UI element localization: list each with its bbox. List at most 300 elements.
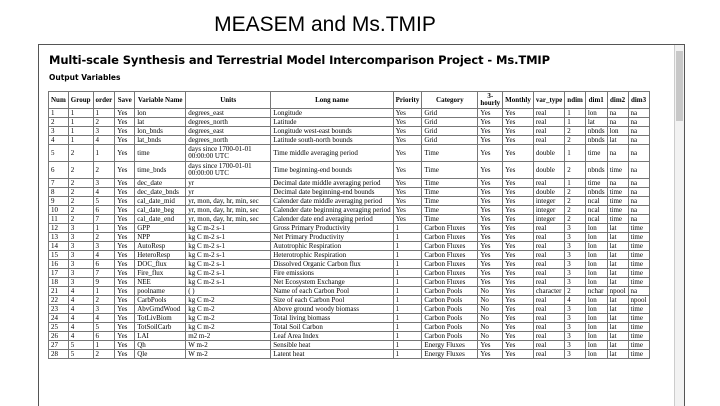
column-header: dim2 (607, 92, 628, 109)
table-cell: lon (135, 109, 186, 118)
table-cell: Yes (478, 179, 503, 188)
table-cell: 5 (93, 323, 115, 332)
table-cell: 2 (565, 206, 586, 215)
table-cell: kg C m-2 (186, 323, 271, 332)
table-cell: Yes (478, 350, 503, 359)
table-cell: kg C m-2 s-1 (186, 242, 271, 251)
table-cell: Yes (115, 251, 135, 260)
vertical-scrollbar[interactable] (674, 45, 684, 406)
table-cell: 2 (49, 118, 69, 127)
table-cell: Heterotrophic Respiration (271, 251, 393, 260)
table-cell: Grid (422, 109, 478, 118)
table-cell: 3 (93, 127, 115, 136)
table-cell: lon (585, 305, 607, 314)
table-cell: 1 (393, 305, 422, 314)
table-cell: 1 (393, 242, 422, 251)
table-cell: nbnds (585, 136, 607, 145)
table-cell: 1 (393, 296, 422, 305)
table-cell: 3 (68, 242, 93, 251)
table-cell: lat (135, 118, 186, 127)
table-cell: Yes (115, 242, 135, 251)
table-cell: real (533, 251, 564, 260)
table-row (49, 127, 650, 136)
table-cell: 1 (93, 287, 115, 296)
table-cell: lon (585, 350, 607, 359)
table-row (49, 188, 650, 197)
table-cell: Yes (503, 269, 534, 278)
table-cell: 10 (49, 206, 69, 215)
table-cell: Yes (115, 118, 135, 127)
table-cell: real (533, 305, 564, 314)
table-cell: Carbon Fluxes (422, 269, 478, 278)
table-row (49, 109, 650, 118)
table-cell: 1 (393, 224, 422, 233)
table-cell: lat (607, 136, 628, 145)
table-cell: 2 (565, 215, 586, 224)
table-cell: kg C m-2 s-1 (186, 260, 271, 269)
table-cell: nchar (585, 287, 607, 296)
table-cell: m2 m-2 (186, 332, 271, 341)
table-cell: Yes (503, 109, 534, 118)
column-header: order (93, 92, 115, 109)
table-cell: 1 (393, 233, 422, 242)
scrollbar-thumb[interactable] (676, 51, 683, 121)
table-cell: 3 (565, 305, 586, 314)
table-cell: 1 (93, 341, 115, 350)
table-cell: 5 (68, 341, 93, 350)
table-cell: integer (533, 215, 564, 224)
table-cell: nbnds (585, 127, 607, 136)
table-cell: 1 (393, 278, 422, 287)
table-cell: kg C m-2 s-1 (186, 224, 271, 233)
table-cell: Yes (478, 188, 503, 197)
table-cell: 3 (93, 242, 115, 251)
table-cell: 3 (565, 233, 586, 242)
table-cell: lat (607, 350, 628, 359)
table-cell: Net Primary Productivity (271, 233, 393, 242)
table-cell: yr, mon, day, hr, min, sec (186, 206, 271, 215)
table-cell: Yes (115, 188, 135, 197)
table-cell: lat (607, 323, 628, 332)
table-cell: na (628, 287, 649, 296)
table-cell: Yes (503, 233, 534, 242)
table-cell: na (628, 206, 649, 215)
table-cell: 5 (93, 197, 115, 206)
table-cell: Yes (115, 332, 135, 341)
table-cell: 3 (68, 269, 93, 278)
table-cell: lon (585, 332, 607, 341)
table-row (49, 118, 650, 127)
table-cell: Yes (503, 179, 534, 188)
table-cell: double (533, 188, 564, 197)
table-cell: Yes (115, 296, 135, 305)
table-cell: Time (422, 197, 478, 206)
table-cell: lat (607, 296, 628, 305)
table-cell: 13 (49, 233, 69, 242)
table-cell: time (628, 314, 649, 323)
table-cell: 2 (68, 179, 93, 188)
table-cell: 8 (49, 188, 69, 197)
table-row (49, 323, 650, 332)
table-cell: lat (607, 251, 628, 260)
table-cell: No (478, 296, 503, 305)
table-cell: na (607, 179, 628, 188)
table-cell: Qle (135, 350, 186, 359)
table-cell: Carbon Fluxes (422, 278, 478, 287)
table-cell: nbnds (585, 188, 607, 197)
table-cell: real (533, 127, 564, 136)
table-cell: Dissolved Organic Carbon flux (271, 260, 393, 269)
table-cell: 26 (49, 332, 69, 341)
table-cell: 1 (393, 323, 422, 332)
table-cell: Yes (478, 341, 503, 350)
table-cell: 2 (93, 233, 115, 242)
table-cell: kg C m-2 s-1 (186, 251, 271, 260)
table-row (49, 215, 650, 224)
table-cell: Gross Primary Productivity (271, 224, 393, 233)
table-cell: No (478, 323, 503, 332)
table-cell: 1 (393, 350, 422, 359)
table-row (49, 341, 650, 350)
table-cell: TotSoilCarb (135, 323, 186, 332)
table-cell: Yes (478, 206, 503, 215)
table-cell: Carbon Pools (422, 305, 478, 314)
table-cell: time (628, 242, 649, 251)
table-cell: Yes (115, 269, 135, 278)
table-cell: lon (585, 278, 607, 287)
table-cell: time (628, 233, 649, 242)
table-cell: cal_date_beg (135, 206, 186, 215)
table-cell: Yes (115, 206, 135, 215)
table-cell: 2 (565, 287, 586, 296)
document-heading: Multi-scale Synthesis and Terrestrial Model Intercomparison Project - Ms.TMIP (49, 53, 550, 67)
table-cell: Yes (115, 278, 135, 287)
table-row (49, 287, 650, 296)
table-cell: lat (607, 305, 628, 314)
table-cell: 2 (565, 136, 586, 145)
table-cell: integer (533, 206, 564, 215)
table-cell: 16 (49, 260, 69, 269)
table-cell: 1 (68, 118, 93, 127)
table-cell: time (585, 179, 607, 188)
table-cell: GPP (135, 224, 186, 233)
table-cell: Leaf Area Index (271, 332, 393, 341)
table-cell: Time (422, 206, 478, 215)
table-cell: Name of each Carbon Pool (271, 287, 393, 296)
table-cell: npool (607, 287, 628, 296)
table-cell: 2 (68, 197, 93, 206)
table-cell: yr (186, 188, 271, 197)
table-cell: 1 (93, 109, 115, 118)
table-cell: real (533, 136, 564, 145)
table-cell: time (607, 188, 628, 197)
table-cell: Yes (503, 206, 534, 215)
table-cell: real (533, 350, 564, 359)
table-cell: poolname (135, 287, 186, 296)
table-cell: Yes (115, 197, 135, 206)
table-cell: 3 (68, 233, 93, 242)
table-cell: 5 (68, 350, 93, 359)
table-cell: lon (585, 269, 607, 278)
table-cell: Grid (422, 127, 478, 136)
table-cell: 1 (565, 118, 586, 127)
table-cell: Calender date middle averaging period (271, 197, 393, 206)
table-cell: 2 (68, 206, 93, 215)
table-cell: time (628, 278, 649, 287)
table-cell: time (628, 224, 649, 233)
column-header: Save (115, 92, 135, 109)
table-cell: Yes (115, 136, 135, 145)
table-cell: Yes (478, 251, 503, 260)
table-row (49, 296, 650, 305)
table-cell: time (628, 350, 649, 359)
table-row (49, 350, 650, 359)
table-cell: Carbon Fluxes (422, 260, 478, 269)
column-header: dim1 (585, 92, 607, 109)
table-cell: ncal (585, 206, 607, 215)
table-row (49, 269, 650, 278)
table-cell: 3 (565, 323, 586, 332)
table-cell: Yes (115, 314, 135, 323)
table-cell: Yes (503, 136, 534, 145)
table-cell: degrees_north (186, 136, 271, 145)
table-cell: 3 (68, 224, 93, 233)
table-cell: Time (422, 145, 478, 162)
table-cell: 2 (565, 162, 586, 179)
table-cell: lon (585, 242, 607, 251)
table-cell: 3 (565, 269, 586, 278)
table-cell: ncal (585, 215, 607, 224)
column-header: Group (68, 92, 93, 109)
table-cell: Yes (115, 260, 135, 269)
table-cell: 21 (49, 287, 69, 296)
table-cell: 4 (565, 296, 586, 305)
table-cell: Yes (503, 296, 534, 305)
table-cell: lat (607, 278, 628, 287)
table-cell: 25 (49, 323, 69, 332)
table-cell: Yes (393, 145, 422, 162)
table-cell: real (533, 118, 564, 127)
table-row (49, 242, 650, 251)
table-cell: Yes (503, 287, 534, 296)
table-cell: degrees_east (186, 109, 271, 118)
table-cell: 3 (565, 242, 586, 251)
table-cell: 4 (49, 136, 69, 145)
table-cell: Carbon Fluxes (422, 233, 478, 242)
table-cell: W m-2 (186, 350, 271, 359)
table-cell: Total Soil Carbon (271, 323, 393, 332)
table-cell: Yes (478, 260, 503, 269)
table-cell: Calender date end averaging period (271, 215, 393, 224)
table-cell: na (628, 127, 649, 136)
table-cell: real (533, 296, 564, 305)
table-cell: 1 (393, 314, 422, 323)
table-cell: Yes (503, 323, 534, 332)
table-cell: lon (585, 323, 607, 332)
table-row (49, 206, 650, 215)
table-cell: 2 (93, 118, 115, 127)
table-cell: time (628, 323, 649, 332)
table-row (49, 179, 650, 188)
table-cell: 1 (93, 224, 115, 233)
table-cell: Carbon Fluxes (422, 242, 478, 251)
table-cell: Yes (393, 197, 422, 206)
table-cell: 7 (49, 179, 69, 188)
table-cell: 3 (565, 314, 586, 323)
table-cell: Yes (478, 278, 503, 287)
table-cell: 1 (393, 332, 422, 341)
table-cell: Yes (478, 215, 503, 224)
table-cell: Yes (115, 350, 135, 359)
table-cell: 23 (49, 305, 69, 314)
table-cell: na (628, 109, 649, 118)
table-cell: 28 (49, 350, 69, 359)
table-cell: 1 (393, 269, 422, 278)
table-cell: Time middle averaging period (271, 145, 393, 162)
table-cell: 15 (49, 251, 69, 260)
table-cell: 6 (93, 260, 115, 269)
table-cell: kg C m-2 s-1 (186, 233, 271, 242)
column-header: Long name (271, 92, 393, 109)
table-cell: Yes (393, 179, 422, 188)
table-cell: Time (422, 188, 478, 197)
table-cell: real (533, 179, 564, 188)
table-cell: 3 (565, 260, 586, 269)
table-cell: Yes (478, 197, 503, 206)
table-cell: Yes (393, 215, 422, 224)
table-cell: 22 (49, 296, 69, 305)
table-cell: 3 (93, 179, 115, 188)
table-cell: Yes (115, 287, 135, 296)
column-header: dim3 (628, 92, 649, 109)
table-cell: Energy Fluxes (422, 341, 478, 350)
table-cell: kg C m-2 (186, 314, 271, 323)
table-cell: double (533, 145, 564, 162)
table-cell: kg C m-2 s-1 (186, 278, 271, 287)
table-cell: days since 1700-01-01 00:00:00 UTC (186, 145, 271, 162)
table-cell: No (478, 305, 503, 314)
column-header: Category (422, 92, 478, 109)
table-cell: na (628, 179, 649, 188)
table-cell: time (628, 269, 649, 278)
table-cell: NEE (135, 278, 186, 287)
table-cell: ( ) (186, 287, 271, 296)
table-cell: Yes (478, 127, 503, 136)
table-cell: 1 (393, 260, 422, 269)
table-cell: TotLivBiom (135, 314, 186, 323)
table-cell: Yes (478, 109, 503, 118)
table-cell: time (628, 341, 649, 350)
table-row (49, 260, 650, 269)
table-cell: Yes (115, 305, 135, 314)
table-cell: degrees_east (186, 127, 271, 136)
table-cell: Yes (393, 118, 422, 127)
table-cell: Decimal date middle averaging period (271, 179, 393, 188)
table-cell: 1 (68, 109, 93, 118)
table-cell: yr, mon, day, hr, min, sec (186, 197, 271, 206)
table-cell: Yes (478, 224, 503, 233)
table-cell: 3 (565, 332, 586, 341)
table-row (49, 197, 650, 206)
table-cell: No (478, 332, 503, 341)
table-cell: 2 (93, 296, 115, 305)
table-cell: Yes (115, 215, 135, 224)
table-cell: 2 (565, 127, 586, 136)
table-cell: 1 (393, 251, 422, 260)
table-cell: lon (585, 260, 607, 269)
table-row (49, 251, 650, 260)
table-cell: 4 (68, 305, 93, 314)
table-cell: 3 (565, 251, 586, 260)
table-cell: 2 (68, 188, 93, 197)
table-cell: 6 (49, 162, 69, 179)
table-cell: na (607, 109, 628, 118)
table-cell: 1 (565, 109, 586, 118)
table-row (49, 332, 650, 341)
table-cell: days since 1700-01-01 00:00:00 UTC (186, 162, 271, 179)
table-cell: Yes (478, 136, 503, 145)
table-cell: real (533, 242, 564, 251)
column-header: 3-hourly (478, 92, 503, 109)
table-cell: 4 (68, 323, 93, 332)
table-cell: lon (607, 127, 628, 136)
table-cell: DOC_flux (135, 260, 186, 269)
table-cell: time (628, 260, 649, 269)
table-cell: 7 (93, 269, 115, 278)
table-cell: na (607, 118, 628, 127)
column-header: Units (186, 92, 271, 109)
table-cell: Autotrophic Respiration (271, 242, 393, 251)
table-cell: Yes (503, 305, 534, 314)
table-cell: time (628, 305, 649, 314)
table-row (49, 233, 650, 242)
table-cell: 11 (49, 215, 69, 224)
table-cell: Yes (115, 224, 135, 233)
table-cell: Sensible heat (271, 341, 393, 350)
table-cell: Yes (393, 206, 422, 215)
table-cell: real (533, 269, 564, 278)
table-cell: 1 (93, 145, 115, 162)
table-cell: degrees_north (186, 118, 271, 127)
table-cell: real (533, 260, 564, 269)
table-cell: 6 (93, 206, 115, 215)
table-cell: Latent heat (271, 350, 393, 359)
table-row (49, 162, 650, 179)
table-cell: 2 (565, 197, 586, 206)
document-viewer[interactable] (38, 44, 685, 406)
table-cell: Yes (503, 118, 534, 127)
table-cell: real (533, 224, 564, 233)
table-cell: real (533, 323, 564, 332)
table-cell: 2 (68, 145, 93, 162)
table-cell: Yes (478, 145, 503, 162)
table-cell: lon (585, 251, 607, 260)
table-cell: 1 (393, 287, 422, 296)
table-cell: real (533, 109, 564, 118)
table-cell: 4 (68, 296, 93, 305)
table-cell: Fire emissions (271, 269, 393, 278)
table-cell: na (628, 215, 649, 224)
table-cell: lat (607, 269, 628, 278)
table-cell: 4 (68, 332, 93, 341)
table-cell: Yes (115, 127, 135, 136)
table-cell: Decimal date beginning-end bounds (271, 188, 393, 197)
table-cell: 4 (93, 136, 115, 145)
table-row (49, 145, 650, 162)
table-cell: cal_date_end (135, 215, 186, 224)
table-cell: 17 (49, 269, 69, 278)
table-cell: 4 (68, 314, 93, 323)
